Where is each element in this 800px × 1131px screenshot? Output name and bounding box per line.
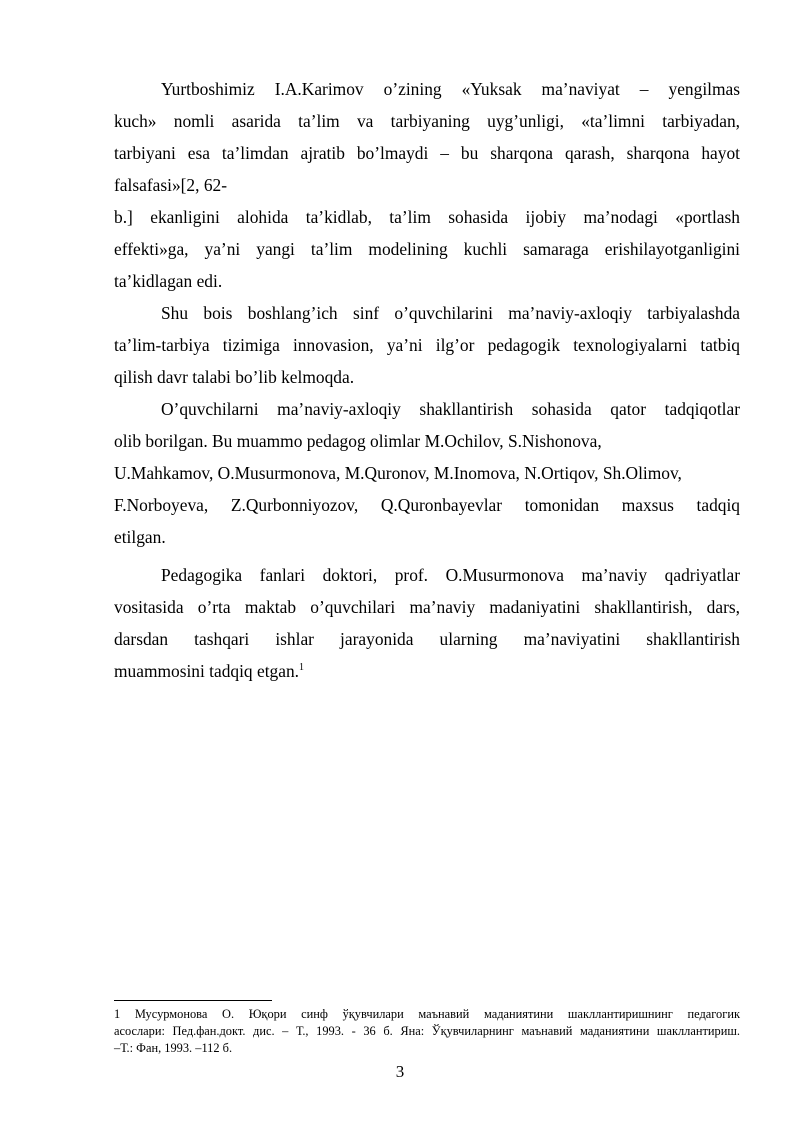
paragraph-3-line-1: O’quvchilarni ma’naviy-axloqiy shakllantirish sohasida qator tadqiqotlar xyxy=(161,399,740,419)
paragraph-4-line-3: darsdan tashqari ishlar jarayonida ularning ma’naviyatini shakllantirish xyxy=(114,629,740,649)
paragraph-1-line-3: tarbiyani esa ta’limdan ajratib bo’lmaydi – bu sharqona qarash, sharqona hayot xyxy=(114,143,740,163)
paragraph-1-line-7: ta’kidlagan edi. xyxy=(114,271,223,291)
paragraph-3-line-4: F.Norboyeva, Z.Qurbonniyozov, Q.Quronbayevlar tomonidan maxsus tadqiq xyxy=(114,495,740,515)
paragraph-4-line-1: Pedagogika fanlari doktori, prof. O.Musurmonova ma’naviy qadriyatlar xyxy=(161,565,740,585)
paragraph-1-line-5: b.] ekanligini alohida ta’kidlab, ta’lim sohasida ijobiy ma’nodagi «portlash xyxy=(114,207,740,227)
paragraph-3-line-5: etilgan. xyxy=(114,527,166,547)
footnote-reference[interactable]: 1 xyxy=(299,662,304,673)
paragraph-3-line-2: olib borilgan. Bu muammo pedagog olimlar M.Ochilov, S.Nishonova, xyxy=(114,431,602,451)
paragraph-3-line-3: U.Mahkamov, O.Musurmonova, M.Quronov, M.Inomova, N.Ortiqov, Sh.Olimov, xyxy=(114,463,682,483)
footnote-separator xyxy=(114,1000,272,1001)
paragraph-4-line-2: vositasida o’rta maktab o’quvchilari ma’naviy madaniyatini shakllantirish, dars, xyxy=(114,597,740,617)
page-number: 3 xyxy=(395,1062,405,1081)
paragraph-4-line-4 xyxy=(114,660,740,682)
footnote-line-1: 1 Мусурмонова О. Юқори синф ўқувчилари маънавий маданиятини шакллантиришнинг педагогик xyxy=(114,1007,740,1021)
paragraph-1-line-4: falsafasi»[2, 62- xyxy=(114,175,227,195)
paragraph-1-line-2: kuch» nomli asarida ta’lim va tarbiyaning uyg’unligi, «ta’limni tarbiyadan, xyxy=(114,111,740,131)
paragraph-1-line-1: Yurtboshimiz I.A.Karimov o’zining «Yuksak ma’naviyat – yengilmas xyxy=(161,79,740,99)
footnote-line-3: –Т.: Фан, 1993. –112 б. xyxy=(114,1041,233,1055)
paragraph-2-line-2: ta’lim-tarbiya tizimiga innovasion, ya’ni ilg’or pedagogik texnologiyalarni tatbiq xyxy=(114,335,740,355)
paragraph-1-line-6: effekti»ga, ya’ni yangi ta’lim modelining kuchli samaraga erishilayotganligini xyxy=(114,239,740,259)
paragraph-2-line-3: qilish davr talabi bo’lib kelmoqda. xyxy=(114,367,355,387)
footnote-line-2: асослари: Пед.фан.докт. дис. – Т., 1993. - 36 б. Яна: Ўқувчиларнинг маънавий маданиятини шакллантириш. xyxy=(114,1024,740,1038)
paragraph-4-line-4-text: muammosini tadqiq etgan. xyxy=(114,661,299,681)
paragraph-2-line-1: Shu bois boshlang’ich sinf o’quvchilarini ma’naviy-axloqiy tarbiyalashda xyxy=(161,303,740,323)
